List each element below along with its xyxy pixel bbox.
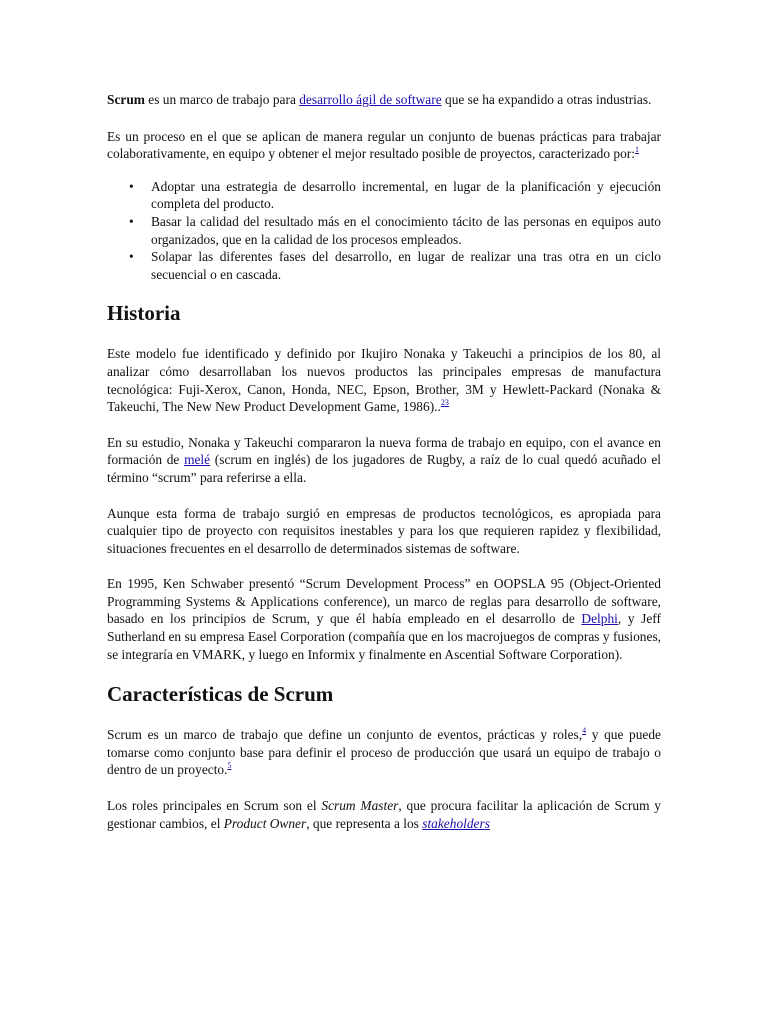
footnote-ref-4[interactable]: 4 — [582, 726, 587, 736]
historia-paragraph-4: En 1995, Ken Schwaber presentó “Scrum Development Process” en OOPSLA 95 (Object-Oriented Programming Systems & Applications conference), un marco de reglas para desarrollo de software, basado en los principios de Scrum, y que él había empleado en el desarrollo de Delphi, y Jeff Sutherland en su empresa Easel Corporation (compañía que en los macrojuegos de compras y fusiones, se integraría en VMARK, y luego en Informix y finalmente en Ascential Software Corporation). — [107, 576, 661, 662]
footnote-ref-2[interactable]: 2 — [440, 398, 445, 408]
list-item: • Solapar las diferentes fases del desarrollo, en lugar de realizar una tras otra en un ciclo secuencial o en cascada. — [129, 249, 661, 282]
bullet-icon: • — [129, 213, 134, 229]
footnote-ref-5[interactable]: 5 — [227, 761, 232, 771]
footnote-ref-3[interactable]: 3 — [444, 398, 449, 408]
list-item: • Basar la calidad del resultado más en el conocimiento tácito de las personas en equipos auto organizados, que en la calidad de los procesos empleados. — [129, 213, 661, 247]
intro-paragraph-1: Scrum es un marco de trabajo para desarrollo ágil de software que se ha expandido a otras industrias. — [107, 92, 652, 107]
caracteristicas-paragraph-2: Los roles principales en Scrum son el Scrum Master, que procura facilitar la aplicación de Scrum y gestionar cambios, el Product Owner, que representa a los stakeholders — [107, 798, 662, 831]
footnote-ref-1[interactable]: 1 — [634, 145, 639, 155]
product-owner-term: Product Owner — [223, 815, 307, 831]
historia-paragraph-1: Este modelo fue identificado y definido por Ikujiro Nonaka y Takeuchi a principios de los 80, al analizar cómo desarrollaban los nuevos productos las principales empresas de manufactura tecnológica: Fuji-Xerox, Canon, Honda, NEC, Epson, Brother, 3M y Hewlett-Packard (Nonaka & Takeuchi, The New New Product Development Game, 1986)..$^{23}$ — [107, 346, 661, 415]
link-stakeholders[interactable]: stakeholders — [422, 815, 490, 831]
document-page — [107, 91, 661, 850]
heading-historia: Historia — [107, 301, 181, 326]
historia-paragraph-2: En su estudio, Nonaka y Takeuchi compararon la nueva forma de trabajo en equipo, con el avance en formación de melé (scrum en inglés) de los jugadores de Rugby, a raíz de lo cual quedó acuñado el término “scrum” para referirse a ella. — [107, 434, 661, 485]
practices-list — [107, 178, 661, 284]
bullet-icon: • — [129, 178, 134, 194]
link-mele[interactable]: melé — [184, 452, 211, 468]
bullet-icon: • — [129, 249, 134, 265]
heading-caracteristicas: Características de Scrum — [107, 682, 334, 707]
scrum-master-term: Scrum Master — [321, 798, 399, 814]
caracteristicas-section — [107, 726, 661, 832]
historia-section — [107, 345, 661, 663]
historia-paragraph-3: Aunque esta forma de trabajo surgió en empresas de productos tecnológicos, es apropiada para cualquier tipo de proyecto con requisitos inestables y para los que requieren rapidez y flexibilidad, situaciones frecuentes en el desarrollo de determinados sistemas de software. — [107, 505, 661, 556]
scrum-bold-term: Scrum — [107, 92, 145, 107]
intro-paragraph-2: Es un proceso en el que se aplican de manera regular un conjunto de buenas prácticas para trabajar colaborativamente, en equipo y obtener el mejor resultado posible de proyectos, caracterizado por:$^1$ — [107, 128, 661, 162]
caracteristicas-paragraph-1: Scrum es un marco de trabajo que define un conjunto de eventos, prácticas y roles,$^4$ y que puede tomarse como conjunto base para definir el proceso de producción que usará un equipo de trabajo o dentro de un proyecto.$^5$ — [107, 726, 662, 778]
link-desarrollo-agil[interactable]: desarrollo ágil de software — [299, 92, 442, 107]
list-item: • Adoptar una estrategia de desarrollo incremental, en lugar de la planificación y ejecución completa del producto. — [129, 178, 661, 212]
link-delphi[interactable]: Delphi — [581, 611, 618, 627]
